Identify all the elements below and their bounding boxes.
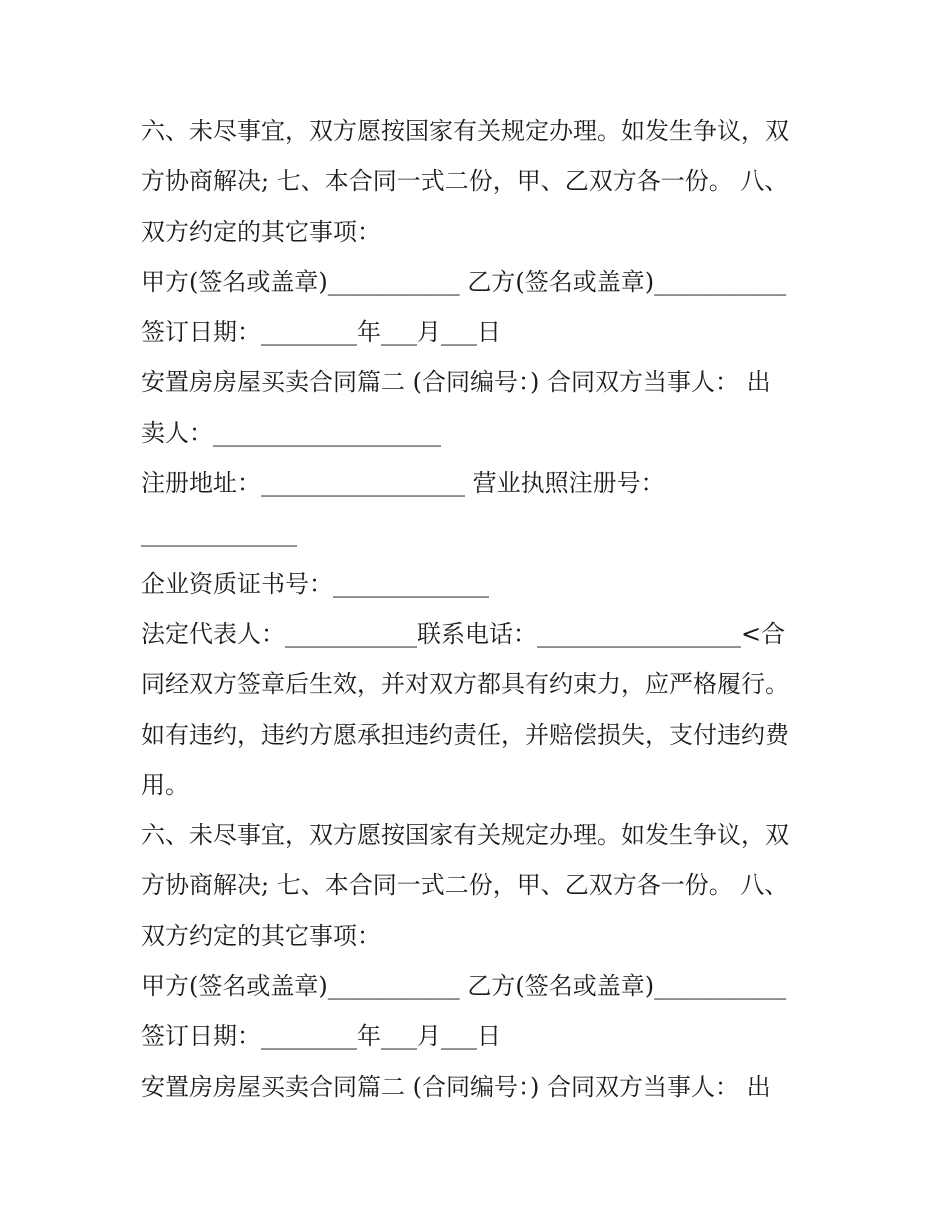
text-line: 同经双方签章后生效，并对双方都具有约束力，应严格履行。 <box>141 670 789 699</box>
license-number-blank: _____________ <box>141 519 297 548</box>
seller-line: 卖人：___________________ <box>141 418 441 447</box>
text-line: 双方约定的其它事项： <box>141 217 381 246</box>
text-line: 六、未尽事宜，双方愿按国家有关规定办理。如发生争议，双 <box>141 117 789 145</box>
signing-date-line: 签订日期：________年___月___日 <box>141 1022 501 1051</box>
signature-line: 甲方(签名或盖章)___________ 乙方(签名或盖章)___________ <box>141 972 787 1001</box>
text-line: 方协商解决; 七、本合同一式二份，甲、乙双方各一份。 八、 <box>141 167 789 196</box>
contract-heading-line: 安置房房屋买卖合同篇二 (合同编号：) 合同双方当事人： 出 <box>141 1072 771 1101</box>
document-body <box>141 106 821 1112</box>
registered-address-line: 注册地址：_________________ 营业执照注册号： <box>141 469 665 498</box>
signing-date-line: 签订日期：________年___月___日 <box>141 318 501 347</box>
text-line: 如有违约，违约方愿承担违约责任，并赔偿损失，支付违约费 <box>141 720 789 749</box>
signature-line: 甲方(签名或盖章)___________ 乙方(签名或盖章)___________ <box>141 267 787 296</box>
contract-heading-line: 安置房房屋买卖合同篇二 (合同编号：) 合同双方当事人： 出 <box>141 368 771 397</box>
text-line: 双方约定的其它事项： <box>141 921 381 950</box>
legal-representative-line: 法定代表人：___________联系电话：_________________<合 <box>141 619 786 648</box>
text-line: 用。 <box>141 770 189 799</box>
text-line: 方协商解决; 七、本合同一式二份，甲、乙双方各一份。 八、 <box>141 871 789 900</box>
text-line: 六、未尽事宜，双方愿按国家有关规定办理。如发生争议，双 <box>141 821 789 850</box>
qualification-certificate-line: 企业资质证书号：_____________ <box>141 569 489 598</box>
